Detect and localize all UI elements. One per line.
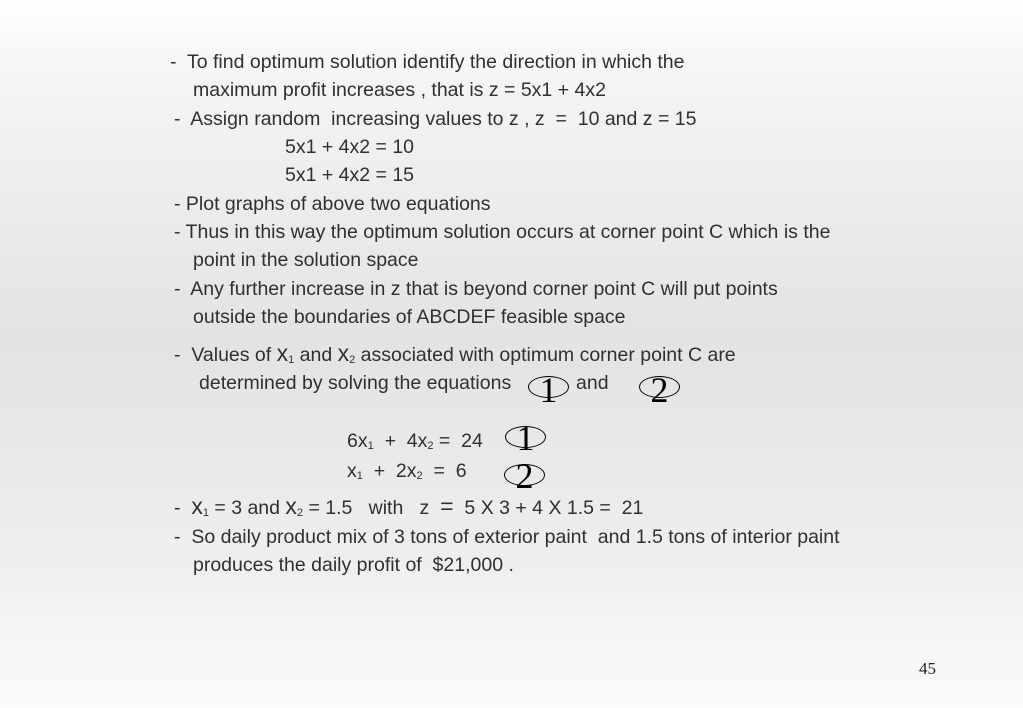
dash: - (174, 497, 192, 519)
bullet-optimum-direction: - To find optimum solution identify the direction in which the (170, 51, 685, 73)
x-symbol: x (337, 340, 350, 366)
term: 6x (347, 430, 368, 452)
solve-equations-line: determined by solving the equations (199, 372, 512, 394)
term: x (347, 460, 357, 482)
result-text: 5 X 3 + 4 X 1.5 = 21 (453, 497, 644, 519)
term: + 4x (373, 430, 428, 452)
values-prefix: - Values of (174, 344, 277, 366)
equation-ref-number: 1 (516, 418, 535, 458)
x-symbol: x (285, 493, 297, 519)
equation-ref-number: 2 (650, 370, 669, 410)
result-text: = 1.5 with z (303, 497, 441, 519)
subscript: 1 (356, 470, 363, 482)
bullet-assign-values: - Assign random increasing values to z , z = 10 and z = 15 (174, 108, 697, 130)
objective-function-line: maximum profit increases , that is z = 5x1 + 4x2 (193, 79, 606, 101)
rhs: = 6 (422, 460, 467, 482)
subscript: 2 (349, 354, 356, 366)
equals-sign: = (440, 493, 454, 519)
subscript: 2 (427, 440, 434, 452)
page-number: 45 (919, 659, 936, 678)
conclusion-profit-line: produces the daily profit of $21,000 . (193, 554, 514, 576)
equation-1 (347, 429, 483, 456)
x-symbol: x (276, 340, 289, 366)
subscript: 1 (202, 507, 209, 519)
result-text: = 3 and (208, 497, 286, 519)
equation-z15: 5x1 + 4x2 = 15 (285, 164, 415, 186)
values-and: and (294, 344, 338, 366)
solve-and: and (576, 372, 609, 394)
bullet-plot-graphs: - Plot graphs of above two equations (174, 193, 491, 215)
equation-2 (347, 459, 467, 486)
bullet-values-of-x (174, 341, 736, 370)
bullet-further-increase: - Any further increase in z that is beyond corner point C will put points (174, 278, 778, 300)
subscript: 2 (416, 470, 423, 482)
subscript: 1 (288, 354, 295, 366)
subscript: 2 (296, 507, 304, 519)
term: + 2x (362, 460, 417, 482)
x-symbol: x (191, 493, 203, 519)
equation-ref-number: 1 (539, 370, 558, 410)
subscript: 1 (367, 440, 374, 452)
rhs: = 24 (433, 430, 483, 452)
bullet-corner-point-c: - Thus in this way the optimum solution occurs at corner point C which is the (174, 221, 831, 243)
equation-ref-number: 2 (515, 456, 534, 496)
bullet-conclusion: - So daily product mix of 3 tons of exterior paint and 1.5 tons of interior paint (174, 526, 840, 548)
values-suffix: associated with optimum corner point C are (355, 344, 736, 366)
bullet-result (174, 494, 643, 523)
solution-space-line: point in the solution space (193, 249, 419, 271)
equation-z10: 5x1 + 4x2 = 10 (285, 136, 415, 158)
feasible-space-line: outside the boundaries of ABCDEF feasible space (193, 306, 626, 328)
